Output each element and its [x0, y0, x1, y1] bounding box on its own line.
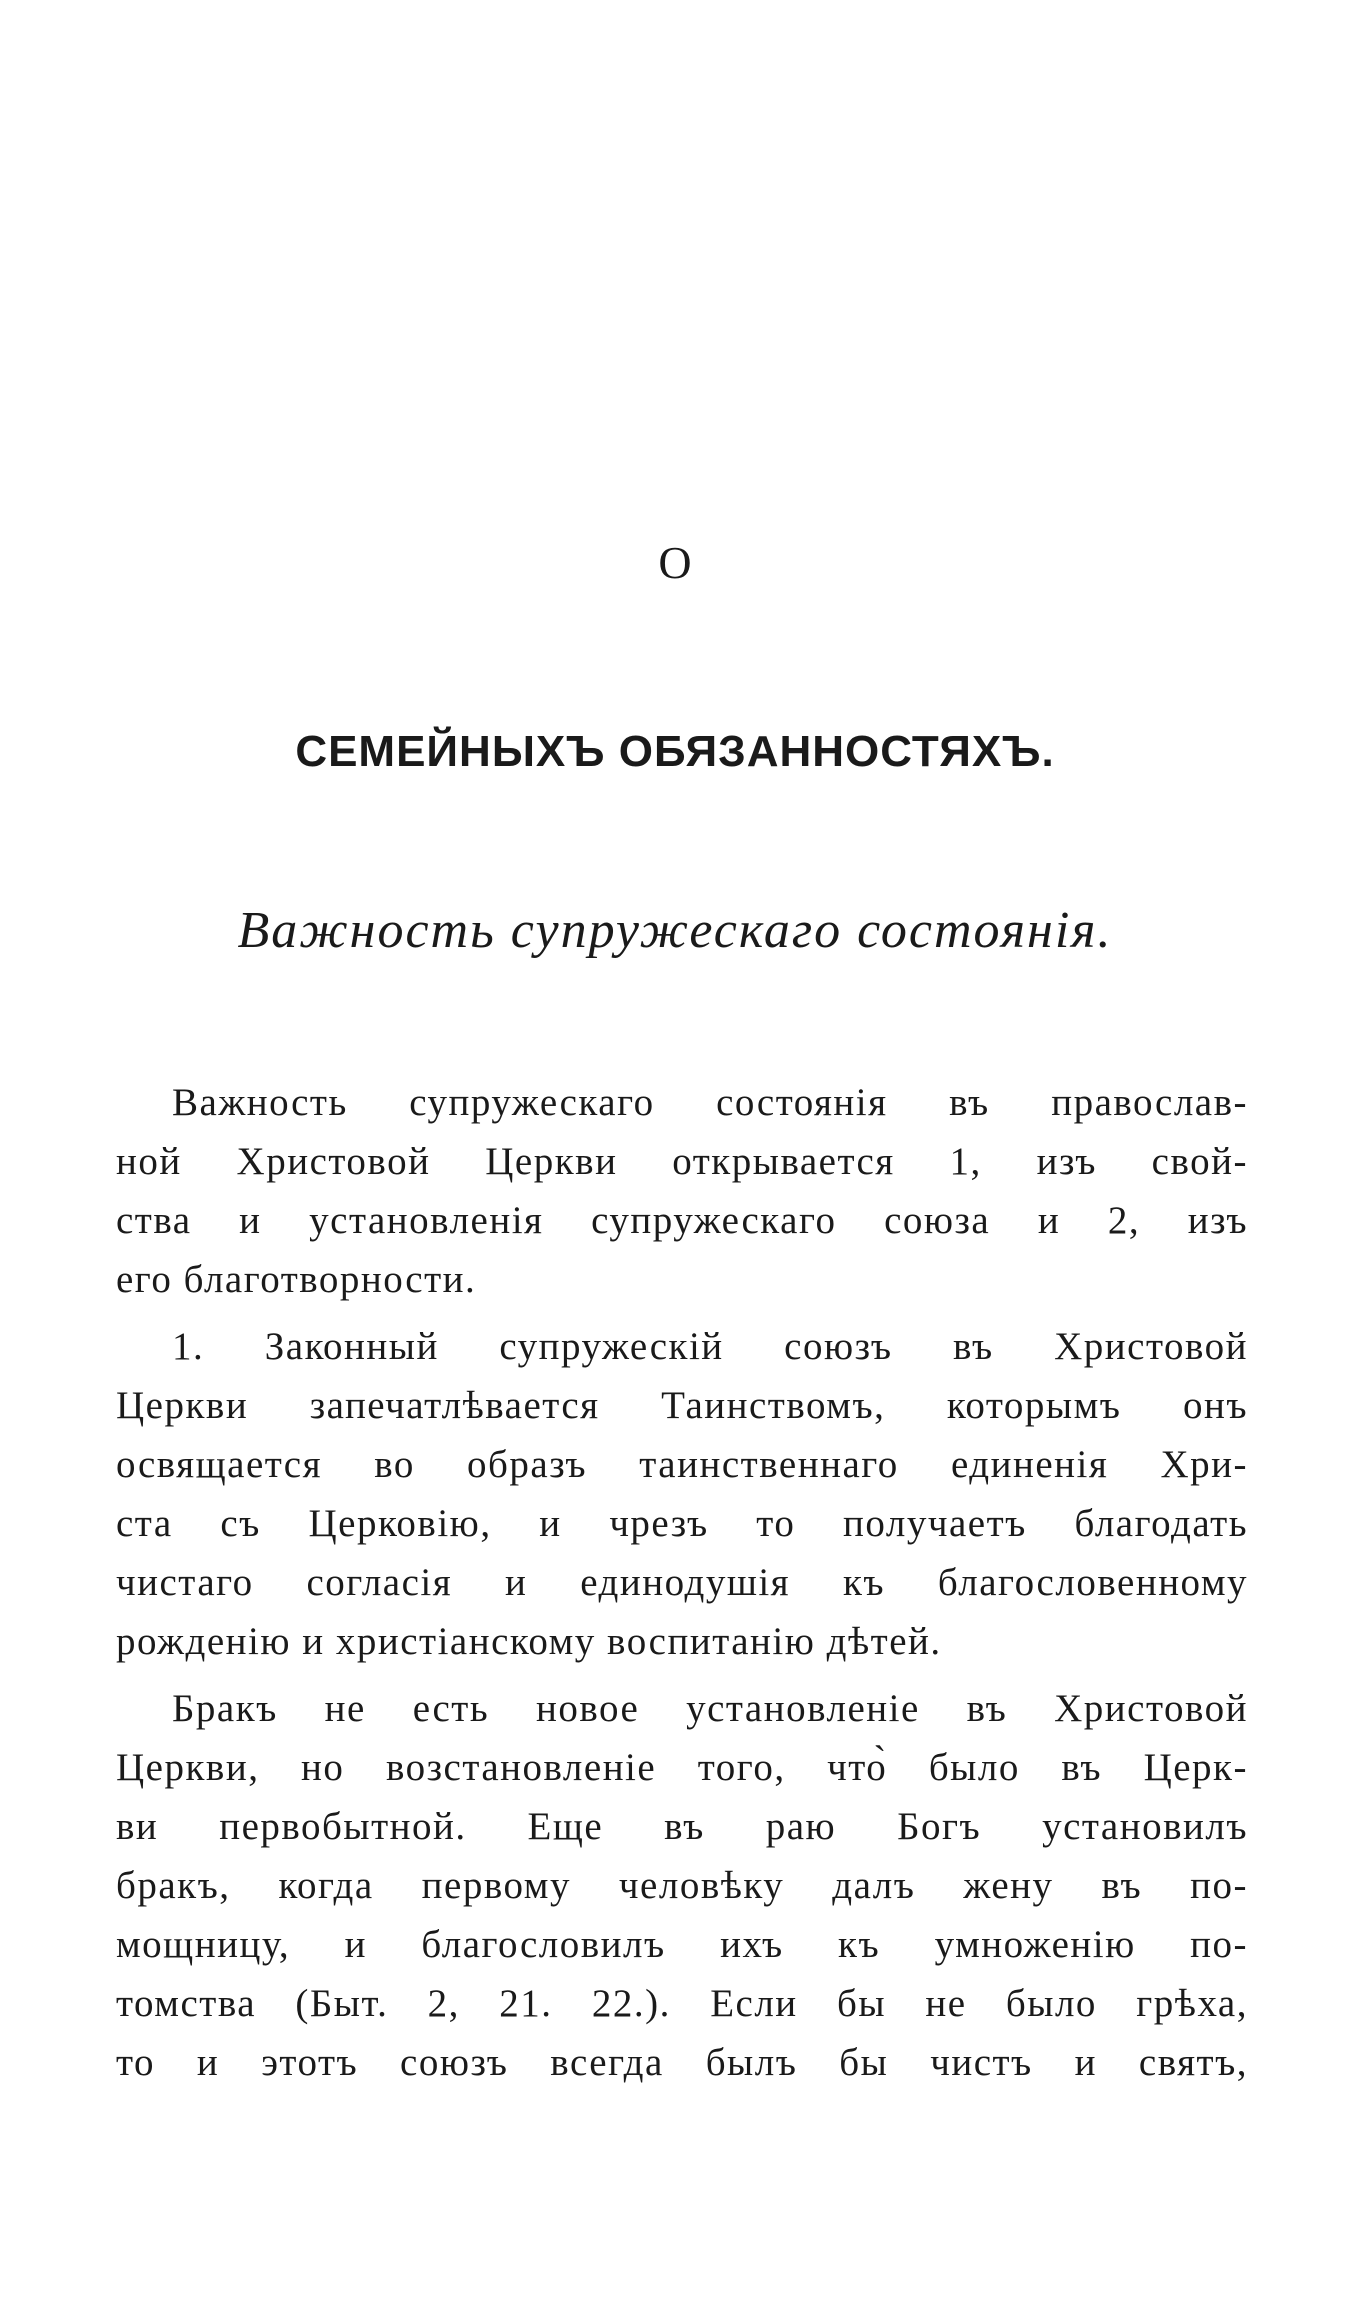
text-line: освящается во образъ таинственнаго единенія Хри-	[116, 1443, 1248, 1486]
text-line: ста съ Церковію, и чрезъ то получаетъ благодать	[116, 1502, 1248, 1545]
text-line: чистаго согласія и единодушія къ благословенному	[116, 1561, 1248, 1604]
text-line: ной Христовой Церкви открывается 1, изъ свой-	[116, 1140, 1248, 1183]
text-line: томства (Быт. 2, 21. 22.). Если бы не было грѣха,	[116, 1982, 1248, 2025]
text-line: 1. Законный супружескій союзъ въ Христовой	[172, 1325, 1248, 1368]
text-line: ви первобытной. Еще въ раю Богъ установилъ	[116, 1805, 1248, 1848]
paragraph-3	[116, 1679, 1248, 2092]
body-text	[116, 1073, 1248, 2100]
text-line: то и этотъ союзъ всегда былъ бы чистъ и святъ,	[116, 2041, 1248, 2084]
text-line: Важность супружескаго состоянія въ православ-	[172, 1081, 1248, 1124]
text-line: Бракъ не есть новое установленіе въ Христовой	[172, 1687, 1248, 1730]
paragraph-2	[116, 1317, 1248, 1671]
text-line: ства и установленія супружескаго союза и 2, изъ	[116, 1199, 1248, 1242]
section-subtitle: Важность супружескаго состоянія.	[237, 902, 1113, 959]
text-line: рожденію и христіанскому воспитанію дѣтей.	[116, 1620, 942, 1663]
text-line: бракъ, когда первому человѣку далъ жену въ по-	[116, 1864, 1248, 1907]
text-line: Церкви запечатлѣвается Таинствомъ, которымъ онъ	[116, 1384, 1248, 1427]
chapter-title: СЕМЕЙНЫХЪ ОБЯЗАННОСТЯХЪ.	[295, 727, 1055, 776]
text-line: его благотворности.	[116, 1258, 477, 1301]
text-line: мощницу, и благословилъ ихъ къ умноженію по-	[116, 1923, 1248, 1966]
text-line: Церкви, но возстановленіе того, что̀ было въ Церк-	[116, 1746, 1248, 1789]
paragraph-1	[116, 1073, 1248, 1309]
heading-preposition: О	[658, 537, 692, 588]
